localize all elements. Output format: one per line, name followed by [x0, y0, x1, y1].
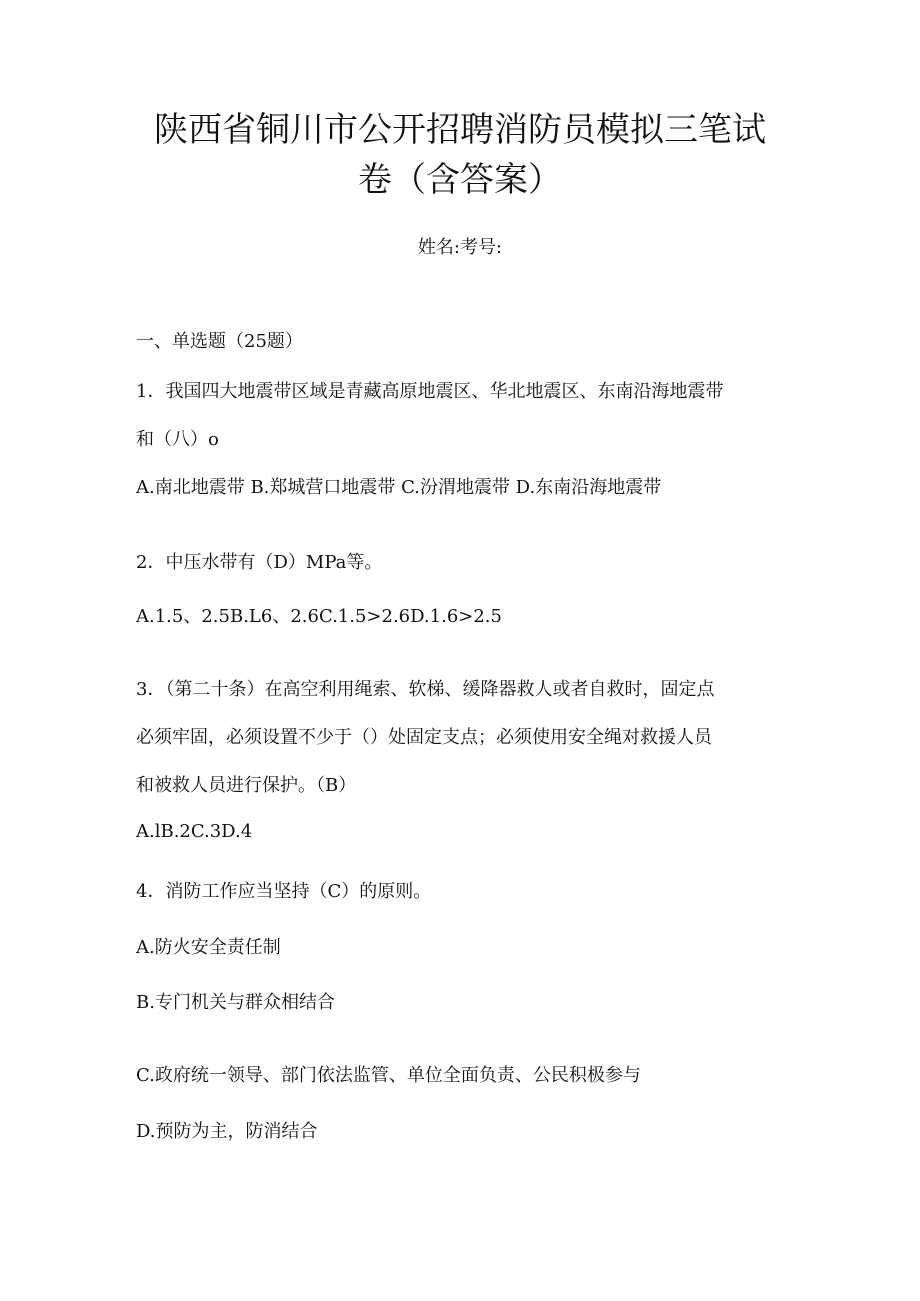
- question-3-options: A.lB.2C.3D.4: [136, 821, 253, 842]
- question-4-option-b: B.专门机关与群众相结合: [136, 992, 335, 1013]
- document-title-line-2: 卷（含答案）: [358, 160, 562, 200]
- question-1-options: A.南北地震带 B.郑城营口地震带 C.汾渭地震带 D.东南沿海地震带: [136, 477, 662, 498]
- question-4-option-d: D.预防为主，防消结合: [136, 1121, 318, 1142]
- question-2-options: A.1.5、2.5B.L6、2.6C.1.5>2.6D.1.6>2.5: [136, 606, 502, 627]
- question-3-stem-line-2: 必须牢固，必须设置不少于（）处固定支点；必须使用安全绳对救援人员: [136, 727, 712, 748]
- question-4-option-a: A.防火安全责任制: [136, 937, 281, 958]
- question-3-stem-line-1: 3．（第二十条）在高空利用绳索、软梯、缓降器救人或者自救时，固定点: [136, 679, 715, 700]
- question-4-stem: 4．消防工作应当坚持（C）的原则。: [136, 881, 432, 902]
- section-heading: 一、单选题（25题）: [136, 331, 303, 352]
- document-title-line-1: 陕西省铜川市公开招聘消防员模拟三笔试: [154, 110, 766, 150]
- question-2-stem: 2．中压水带有（D）MPa等。: [136, 552, 383, 573]
- question-4-option-c: C.政府统一领导、部门依法监管、单位全面负责、公民积极参与: [136, 1065, 641, 1086]
- name-exam-number-line: 姓名:考号:: [417, 237, 503, 258]
- question-1-stem-line-1: 1．我国四大地震带区域是青藏高原地震区、华北地震区、东南沿海地震带: [136, 381, 724, 402]
- question-3-stem-line-3: 和被救人员进行保护。（B）: [136, 775, 357, 796]
- question-1-stem-line-2: 和（八）o: [136, 429, 219, 450]
